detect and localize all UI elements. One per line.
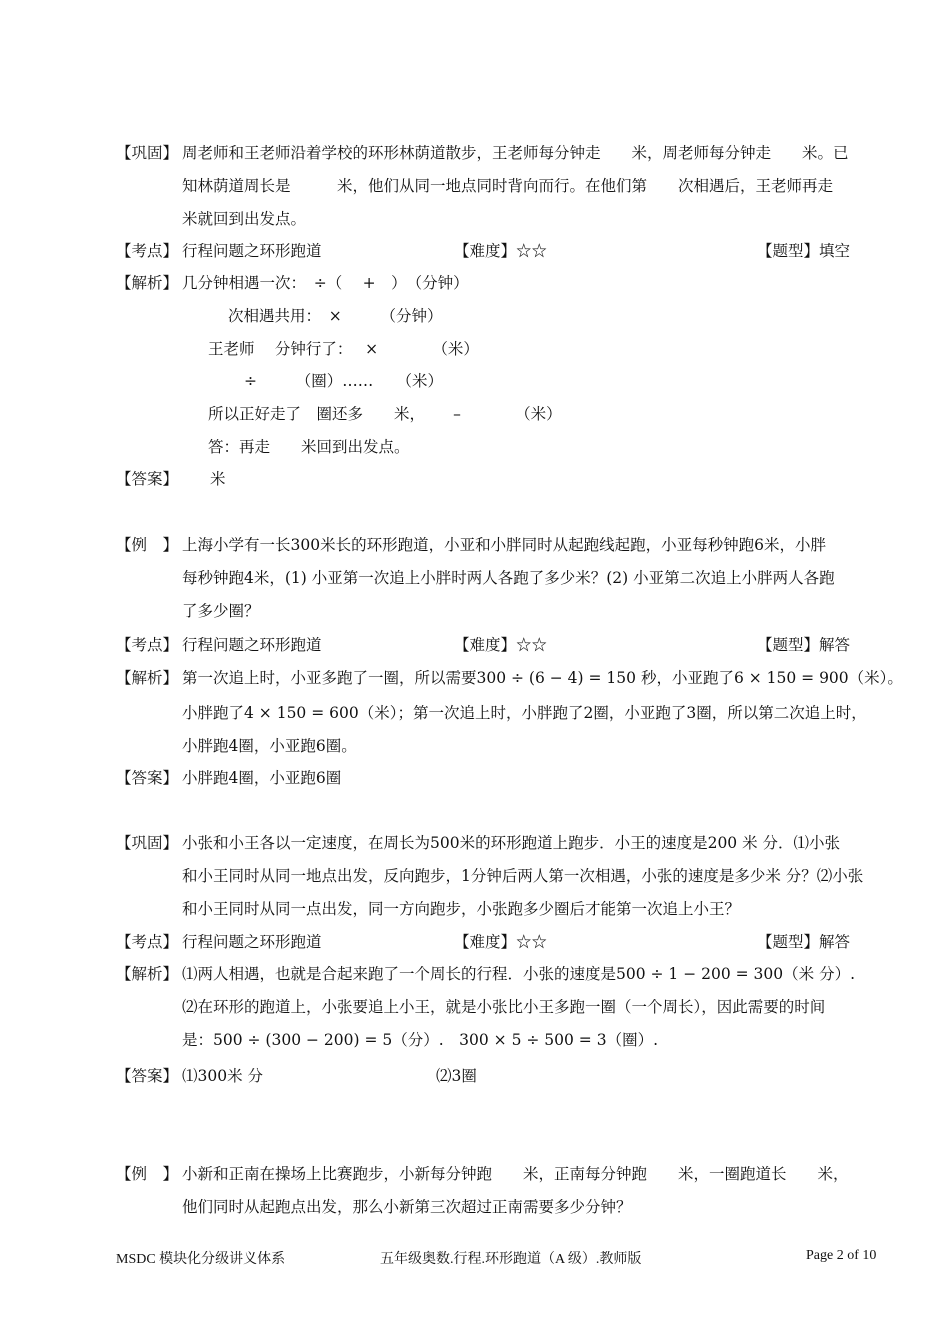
label-daan: 【答案】: [116, 1067, 179, 1085]
jiexi-text: ⑵在环形的跑道上，小张要追上小王，就是小张比小王多跑一圈（一个周长），因此需要的时间: [182, 998, 826, 1016]
label-jiexi: 【解析】: [116, 669, 179, 687]
problem-text: 每秒钟跑4米，(1) 小亚第一次追上小胖时两人各跑了多少米？(2) 小亚第二次追上小胖两人各跑: [182, 569, 835, 587]
jiexi-text: 次相遇共用： × （分钟）: [228, 307, 443, 325]
problem-text: 上海小学有一长300米长的环形跑道，小亚和小胖同时从起跑线起跑，小亚每秒钟跑6米，小胖: [182, 536, 826, 554]
tixing-value: 解答: [819, 636, 851, 654]
nandu-value: ☆☆: [516, 636, 548, 654]
problem-text: 他们同时从起跑点出发，那么小新第三次超过正南需要多少分钟？: [182, 1198, 632, 1216]
label-gonggu: 【巩固】: [116, 834, 179, 852]
label-jiexi: 【解析】: [116, 274, 179, 292]
problem-text: 和小王同时从同一地点出发，反向跑步，1分钟后两人第一次相遇，小张的速度是多少米 分？⑵小张: [182, 867, 864, 885]
label-kaodian: 【考点】: [116, 933, 179, 951]
problem-text: 小新和正南在操场上比赛跑步，小新每分钟跑 米，正南每分钟跑 米，一圈跑道长 米，: [182, 1165, 849, 1183]
answer-text: 米: [210, 470, 226, 488]
tixing-value: 填空: [819, 242, 851, 260]
label-nandu: 【难度】☆☆: [454, 636, 548, 654]
jiexi-text: 王老师 分钟行了： × （米）: [208, 340, 479, 358]
jiexi-text: 所以正好走了 圈还多 米， – （米）: [208, 405, 562, 423]
label-tixing: 【题型】解答: [757, 933, 851, 951]
jiexi-text: 几分钟相遇一次： ÷（ + ） （分钟）: [182, 274, 469, 292]
jiexi-text: ÷ （圈）…… （米）: [244, 372, 443, 390]
label-tixing: 【题型】填空: [757, 242, 851, 260]
label-nandu: 【难度】☆☆: [454, 933, 548, 951]
nandu-value: ☆☆: [516, 242, 548, 260]
label-tixing: 【题型】解答: [757, 636, 851, 654]
label-jiexi: 【解析】: [116, 965, 179, 983]
label-daan: 【答案】: [116, 470, 179, 488]
label-kaodian: 【考点】: [116, 242, 179, 260]
label-nandu: 【难度】☆☆: [454, 242, 548, 260]
problem-text: 周老师和王老师沿着学校的环形林荫道散步，王老师每分钟走 米，周老师每分钟走 米。已: [182, 144, 849, 162]
answer-text: ⑵3圈: [436, 1067, 477, 1085]
jiexi-text: 小胖跑4圈，小亚跑6圈。: [182, 737, 357, 755]
label-li: 【例 】: [116, 1165, 179, 1183]
problem-text: 小张和小王各以一定速度，在周长为500米的环形跑道上跑步．小王的速度是200 米 分．⑴小张: [182, 834, 841, 852]
tixing-value: 解答: [819, 933, 851, 951]
problem-text: 和小王同时从同一点出发，同一方向跑步，小张跑多少圈后才能第一次追上小王？: [182, 900, 741, 918]
jiexi-text: ⑴两人相遇，也就是合起来跑了一个周长的行程．小张的速度是500 ÷ 1 − 200 = 300（米 分）.: [182, 965, 855, 983]
label-kaodian: 【考点】: [116, 636, 179, 654]
answer-text: ⑴300米 分: [182, 1067, 264, 1085]
label-li: 【例 】: [116, 536, 179, 554]
footer-page-number: Page 2 of 10: [806, 1248, 877, 1263]
jiexi-text: 答：再走 米回到出发点。: [208, 438, 410, 456]
jiexi-text: 小胖跑了4 × 150 = 600（米）；第一次追上时，小胖跑了2圈，小亚跑了3圈，所以第二次追上时，: [182, 704, 867, 722]
footer-left: MSDC 模块化分级讲义体系: [116, 1252, 286, 1267]
nandu-value: ☆☆: [516, 933, 548, 951]
kaodian-value: 行程问题之环形跑道: [182, 636, 322, 654]
jiexi-text: 是：500 ÷ (300 − 200) = 5（分）. 300 × 5 ÷ 500 = 3（圈）.: [182, 1031, 659, 1049]
jiexi-text: 第一次追上时，小亚多跑了一圈，所以需要300 ÷ (6 − 4) = 150 秒，小亚跑了6 × 150 = 900（米）。: [182, 669, 903, 687]
problem-text: 了多少圈？: [182, 602, 260, 620]
kaodian-value: 行程问题之环形跑道: [182, 933, 322, 951]
problem-text: 米就回到出发点。: [182, 210, 307, 228]
label-gonggu: 【巩固】: [116, 144, 179, 162]
footer-center: 五年级奥数.行程.环形跑道（A 级）.教师版: [380, 1252, 642, 1267]
answer-text: 小胖跑4圈，小亚跑6圈: [182, 769, 342, 787]
problem-text: 知林荫道周长是 米，他们从同一地点同时背向而行。在他们第 次相遇后，王老师再走: [182, 177, 834, 195]
kaodian-value: 行程问题之环形跑道: [182, 242, 322, 260]
label-daan: 【答案】: [116, 769, 179, 787]
